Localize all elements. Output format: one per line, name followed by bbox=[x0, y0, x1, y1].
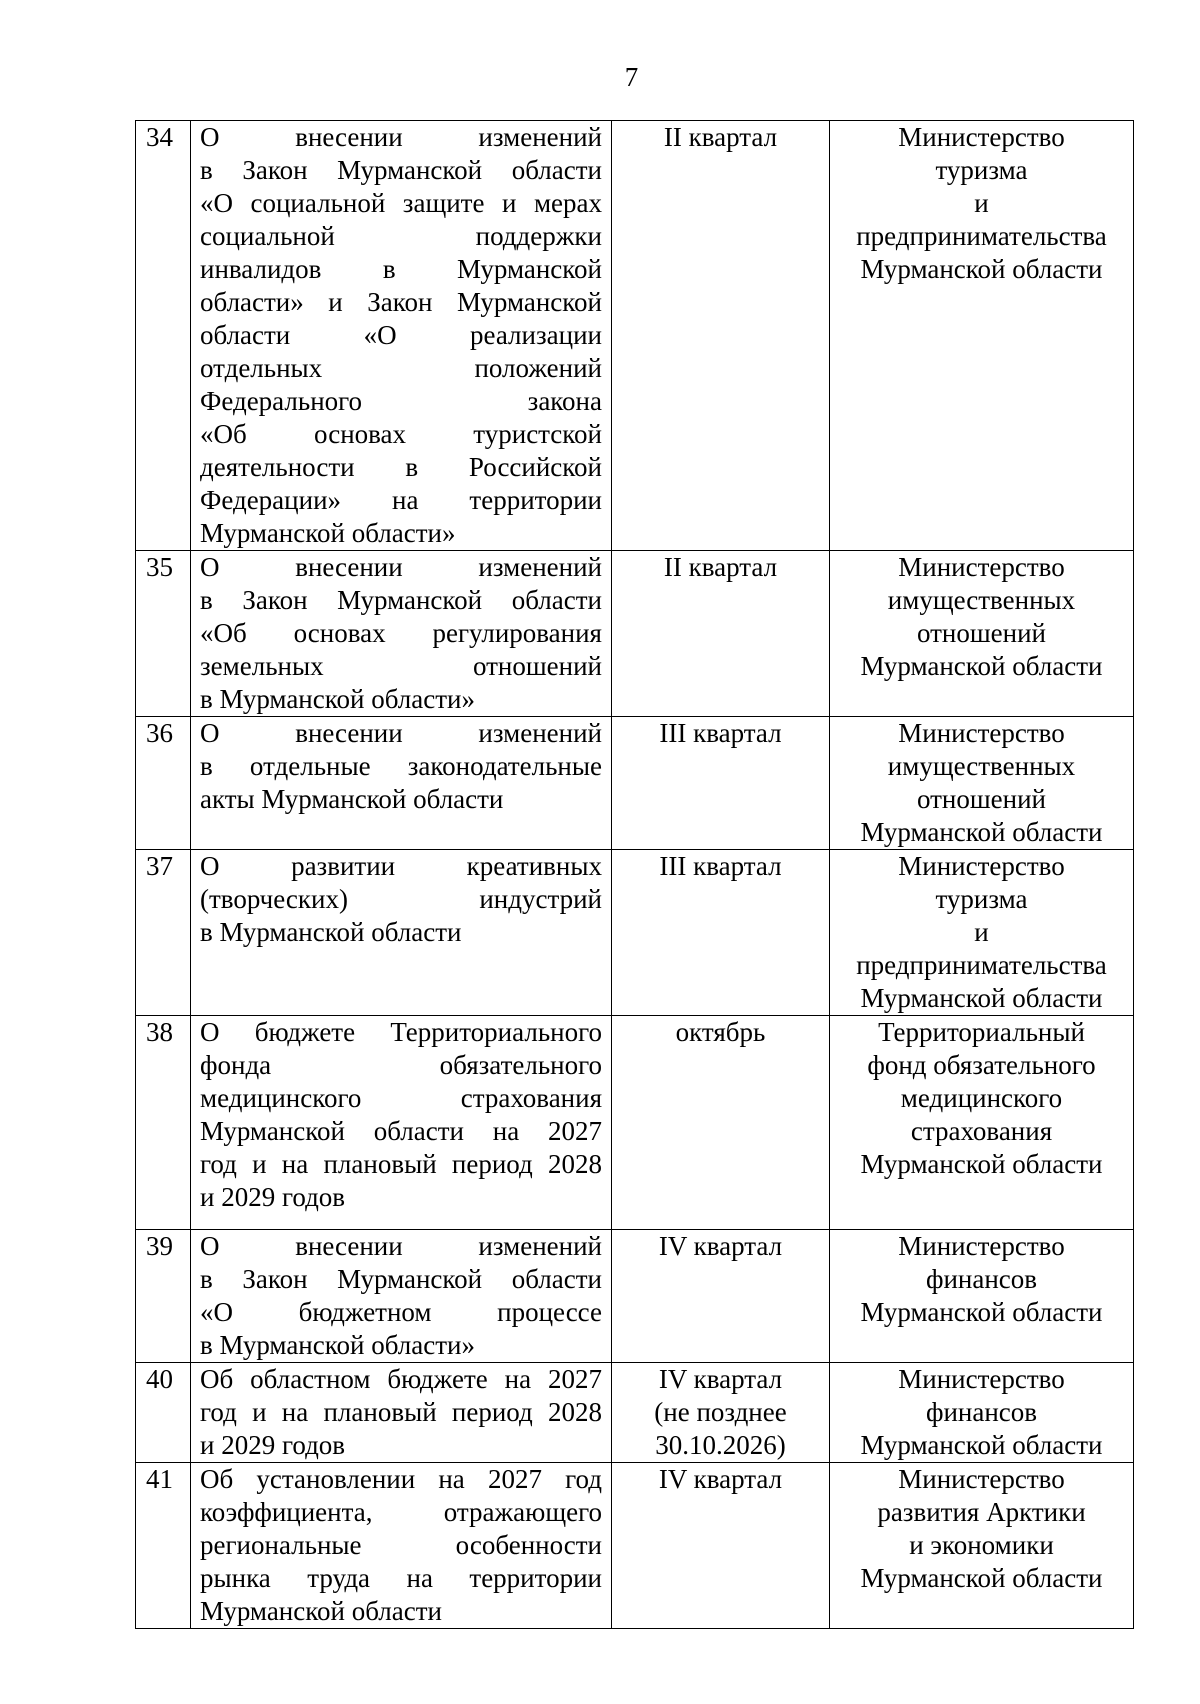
law-title-line bbox=[200, 1296, 602, 1329]
word: в Мурманской области» bbox=[200, 684, 475, 714]
word: плановый bbox=[323, 1149, 437, 1179]
word: особенности bbox=[455, 1530, 602, 1560]
deadline-line: IV квартал bbox=[658, 1464, 783, 1494]
law-title-line bbox=[200, 385, 602, 418]
law-title bbox=[191, 1463, 612, 1629]
word: и bbox=[252, 1397, 267, 1427]
deadline bbox=[612, 1363, 830, 1463]
law-title bbox=[191, 121, 612, 551]
word: страхования bbox=[460, 1083, 602, 1113]
law-title-line bbox=[200, 220, 602, 253]
deadline-line: 30.10.2026) bbox=[655, 1430, 786, 1460]
law-title-line bbox=[200, 319, 602, 352]
table-row bbox=[136, 1016, 1134, 1230]
word: Мурманской bbox=[337, 155, 483, 185]
responsible-body-line: Министерство bbox=[898, 718, 1065, 748]
word: территории bbox=[469, 1563, 602, 1593]
word: и 2029 годов bbox=[200, 1182, 346, 1212]
deadline-line: III квартал bbox=[659, 718, 782, 748]
word: О bbox=[200, 1231, 220, 1261]
row-number: 41 bbox=[136, 1463, 191, 1629]
word: в Мурманской области» bbox=[200, 1330, 475, 1360]
word: в bbox=[405, 452, 419, 482]
law-title-line bbox=[200, 517, 602, 550]
word: реализации bbox=[470, 320, 602, 350]
word: внесении bbox=[295, 1231, 403, 1261]
word: изменений bbox=[478, 718, 602, 748]
word: внесении bbox=[295, 552, 403, 582]
law-title-line bbox=[200, 717, 602, 750]
responsible-body-line: имущественных bbox=[887, 585, 1076, 615]
law-title-line bbox=[200, 286, 602, 319]
law-title-line bbox=[200, 1016, 602, 1049]
word: Об bbox=[200, 1464, 234, 1494]
word: области bbox=[511, 155, 602, 185]
word: изменений bbox=[478, 1231, 602, 1261]
word: на bbox=[406, 1563, 433, 1593]
law-title-line bbox=[200, 551, 602, 584]
word: 2028 bbox=[547, 1397, 602, 1427]
responsible-body-line: Мурманской области bbox=[860, 254, 1103, 284]
responsible-body bbox=[830, 1016, 1134, 1230]
responsible-body-line: фонд обязательного bbox=[867, 1050, 1096, 1080]
word: области bbox=[511, 1264, 602, 1294]
word: Мурманской bbox=[337, 585, 483, 615]
word: и 2029 годов bbox=[200, 1430, 346, 1460]
word: области bbox=[200, 320, 291, 350]
word: отношений bbox=[472, 651, 602, 681]
word: в bbox=[200, 1264, 213, 1294]
law-title-line bbox=[200, 1496, 602, 1529]
word: на bbox=[438, 1464, 465, 1494]
word: медицинского bbox=[200, 1083, 362, 1113]
deadline-line: октябрь bbox=[675, 1017, 766, 1047]
word: региональные bbox=[200, 1530, 362, 1560]
responsible-body-line: Министерство bbox=[898, 1464, 1065, 1494]
responsible-body-line: предпринимательства bbox=[856, 221, 1107, 251]
row-number: 39 bbox=[136, 1230, 191, 1363]
word: области» bbox=[200, 287, 304, 317]
responsible-body-line: Министерство bbox=[898, 1231, 1065, 1261]
responsible-body bbox=[830, 1230, 1134, 1363]
word: «Об bbox=[200, 618, 247, 648]
responsible-body-line: Мурманской области bbox=[860, 1563, 1103, 1593]
word: 2027 bbox=[487, 1464, 542, 1494]
table-row bbox=[136, 1230, 1134, 1363]
law-title-line bbox=[200, 1115, 602, 1148]
word: креативных bbox=[466, 851, 602, 881]
word: обязательного bbox=[439, 1050, 602, 1080]
law-title-line bbox=[200, 1363, 602, 1396]
table-row bbox=[136, 1463, 1134, 1629]
word: инвалидов bbox=[200, 254, 322, 284]
responsible-body-line: финансов bbox=[925, 1397, 1038, 1427]
deadline bbox=[612, 1230, 830, 1363]
word: положений bbox=[474, 353, 602, 383]
word: «О bbox=[200, 1297, 233, 1327]
law-title-line bbox=[200, 1463, 602, 1496]
word: основах bbox=[293, 618, 386, 648]
word: внесении bbox=[295, 718, 403, 748]
responsible-body-line: Мурманской области bbox=[860, 1430, 1103, 1460]
responsible-body-line: и bbox=[974, 917, 989, 947]
word: Об bbox=[200, 1364, 234, 1394]
law-title-line bbox=[200, 1595, 602, 1628]
responsible-body-line: медицинского bbox=[900, 1083, 1063, 1113]
word: социальной bbox=[200, 221, 335, 251]
responsible-body-line: имущественных bbox=[887, 751, 1076, 781]
word: и bbox=[501, 188, 517, 218]
law-title-line bbox=[200, 1429, 602, 1462]
responsible-body bbox=[830, 121, 1134, 551]
word: областном bbox=[250, 1364, 371, 1394]
word: социальной bbox=[250, 188, 386, 218]
word: развитии bbox=[291, 851, 396, 881]
law-title-line bbox=[200, 1082, 602, 1115]
word: Мурманской bbox=[200, 1116, 345, 1146]
word: Закон bbox=[242, 155, 308, 185]
law-title-line bbox=[200, 750, 602, 783]
deadline bbox=[612, 1463, 830, 1629]
word: Закон bbox=[242, 585, 308, 615]
table-row bbox=[136, 551, 1134, 717]
word: Федерации» bbox=[200, 485, 342, 515]
word: период bbox=[451, 1149, 533, 1179]
law-title-line bbox=[200, 121, 602, 154]
table-row bbox=[136, 717, 1134, 850]
responsible-body-line: отношений bbox=[916, 618, 1046, 648]
word: О bbox=[200, 718, 220, 748]
deadline-line: IV квартал bbox=[658, 1364, 783, 1394]
responsible-body-line: и bbox=[974, 188, 989, 218]
word: в Мурманской области bbox=[200, 917, 462, 947]
responsible-body bbox=[830, 850, 1134, 1016]
responsible-body-line: страхования bbox=[910, 1116, 1053, 1146]
responsible-body-line: финансов bbox=[925, 1264, 1038, 1294]
table-row bbox=[136, 1363, 1134, 1463]
word: регулирования bbox=[432, 618, 602, 648]
responsible-body-line: развития Арктики bbox=[877, 1497, 1086, 1527]
deadline bbox=[612, 717, 830, 850]
word: «Об bbox=[200, 419, 247, 449]
word: в bbox=[200, 585, 213, 615]
responsible-body-line: Территориальный bbox=[878, 1017, 1085, 1047]
row-number: 34 bbox=[136, 121, 191, 551]
law-title bbox=[191, 717, 612, 850]
word: 2028 bbox=[547, 1149, 602, 1179]
responsible-body-line: Мурманской области bbox=[860, 651, 1103, 681]
word: отдельные bbox=[249, 751, 371, 781]
law-title-line bbox=[200, 1181, 602, 1214]
law-title bbox=[191, 1230, 612, 1363]
word: в bbox=[200, 751, 213, 781]
law-title-line bbox=[200, 484, 602, 517]
word: на bbox=[281, 1149, 309, 1179]
law-title-line bbox=[200, 1230, 602, 1263]
table-row bbox=[136, 121, 1134, 551]
word: 2027 bbox=[547, 1364, 602, 1394]
word: процессе bbox=[497, 1297, 602, 1327]
word: изменений bbox=[478, 552, 602, 582]
word: Территориального bbox=[390, 1017, 602, 1047]
word: плановый bbox=[323, 1397, 437, 1427]
deadline-line: III квартал bbox=[659, 851, 782, 881]
word: на bbox=[504, 1364, 532, 1394]
word: бюджетном bbox=[298, 1297, 432, 1327]
law-title-line bbox=[200, 783, 602, 816]
word: (творческих) bbox=[200, 884, 348, 914]
word: труда bbox=[307, 1563, 371, 1593]
word: и bbox=[328, 287, 343, 317]
responsible-body bbox=[830, 717, 1134, 850]
word: в bbox=[382, 254, 396, 284]
responsible-body-line: туризма bbox=[935, 884, 1028, 914]
word: коэффициента, bbox=[200, 1497, 373, 1527]
word: бюджете bbox=[254, 1017, 356, 1047]
deadline-line: II квартал bbox=[663, 552, 778, 582]
law-title-line bbox=[200, 187, 602, 220]
law-title-line bbox=[200, 850, 602, 883]
responsible-body-line: Мурманской области bbox=[860, 1297, 1103, 1327]
deadline-line: (не позднее bbox=[654, 1397, 787, 1427]
responsible-body-line: Мурманской области bbox=[860, 817, 1103, 847]
law-title bbox=[191, 850, 612, 1016]
word: внесении bbox=[295, 122, 403, 152]
deadline-line: IV квартал bbox=[658, 1231, 783, 1261]
row-number: 40 bbox=[136, 1363, 191, 1463]
word: фонда bbox=[200, 1050, 272, 1080]
word: индустрий bbox=[479, 884, 602, 914]
deadline bbox=[612, 1016, 830, 1230]
word: Мурманской области bbox=[200, 1596, 442, 1626]
responsible-body-line: отношений bbox=[916, 784, 1046, 814]
word: Федерального bbox=[200, 386, 363, 416]
word: законодательные bbox=[407, 751, 602, 781]
word: «О bbox=[200, 188, 233, 218]
law-title-line bbox=[200, 883, 602, 916]
word: основах bbox=[314, 419, 407, 449]
responsible-body-line: Министерство bbox=[898, 552, 1065, 582]
law-title-line bbox=[200, 683, 602, 716]
responsible-body-line: Министерство bbox=[898, 122, 1065, 152]
table-row bbox=[136, 850, 1134, 1016]
word: Мурманской bbox=[337, 1264, 483, 1294]
word: 2027 bbox=[548, 1116, 602, 1146]
responsible-body-line: Министерство bbox=[898, 851, 1065, 881]
law-title-line bbox=[200, 451, 602, 484]
word: год bbox=[200, 1397, 237, 1427]
word: год bbox=[565, 1464, 602, 1494]
law-title-line bbox=[200, 1329, 602, 1362]
law-title-line bbox=[200, 253, 602, 286]
law-title-line bbox=[200, 584, 602, 617]
row-number: 37 bbox=[136, 850, 191, 1016]
law-title-line bbox=[200, 352, 602, 385]
word: отдельных bbox=[200, 353, 323, 383]
page-number: 7 bbox=[624, 62, 639, 92]
law-title-line bbox=[200, 1049, 602, 1082]
row-number: 38 bbox=[136, 1016, 191, 1230]
word: и bbox=[252, 1149, 267, 1179]
word: в bbox=[200, 155, 213, 185]
word: на bbox=[392, 485, 419, 515]
word: Мурманской bbox=[457, 287, 602, 317]
deadline bbox=[612, 121, 830, 551]
word: области bbox=[511, 585, 602, 615]
law-title bbox=[191, 551, 612, 717]
word: период bbox=[451, 1397, 533, 1427]
law-title bbox=[191, 1016, 612, 1230]
word: Закон bbox=[242, 1264, 308, 1294]
word: «О bbox=[363, 320, 397, 350]
word: Мурманской bbox=[457, 254, 602, 284]
word: О bbox=[200, 122, 220, 152]
responsible-body-line: туризма bbox=[935, 155, 1028, 185]
law-title bbox=[191, 1363, 612, 1463]
word: поддержки bbox=[475, 221, 602, 251]
responsible-body-line: и экономики bbox=[909, 1530, 1054, 1560]
word: О bbox=[200, 851, 220, 881]
law-title-line bbox=[200, 418, 602, 451]
word: акты Мурманской области bbox=[200, 784, 504, 814]
deadline-line: II квартал bbox=[663, 122, 778, 152]
word: Закон bbox=[367, 287, 433, 317]
law-title-line bbox=[200, 1562, 602, 1595]
word: на bbox=[492, 1116, 520, 1146]
responsible-body bbox=[830, 1363, 1134, 1463]
word: отражающего bbox=[443, 1497, 602, 1527]
word: территории bbox=[469, 485, 602, 515]
word: бюджете bbox=[387, 1364, 488, 1394]
word: на bbox=[281, 1397, 309, 1427]
row-number: 35 bbox=[136, 551, 191, 717]
legislative-plan-table bbox=[135, 120, 1134, 1629]
word: рынка bbox=[200, 1563, 271, 1593]
table-body bbox=[136, 121, 1134, 1629]
law-title-line bbox=[200, 1148, 602, 1181]
word: О bbox=[200, 1017, 220, 1047]
word: области bbox=[373, 1116, 464, 1146]
law-title-line bbox=[200, 916, 602, 949]
deadline bbox=[612, 850, 830, 1016]
law-title-line bbox=[200, 650, 602, 683]
word: установлении bbox=[256, 1464, 416, 1494]
word: защите bbox=[402, 188, 485, 218]
word: Российской bbox=[468, 452, 602, 482]
row-number: 36 bbox=[136, 717, 191, 850]
word: год bbox=[200, 1149, 237, 1179]
word: закона bbox=[527, 386, 602, 416]
law-title-line bbox=[200, 617, 602, 650]
word: О bbox=[200, 552, 220, 582]
responsible-body-line: Министерство bbox=[898, 1364, 1065, 1394]
responsible-body-line: Мурманской области bbox=[860, 1149, 1103, 1179]
responsible-body-line: Мурманской области bbox=[860, 983, 1103, 1013]
responsible-body bbox=[830, 551, 1134, 717]
law-title-line bbox=[200, 1529, 602, 1562]
word: земельных bbox=[200, 651, 324, 681]
word: Мурманской области» bbox=[200, 518, 456, 548]
responsible-body-line: предпринимательства bbox=[856, 950, 1107, 980]
law-title-line bbox=[200, 154, 602, 187]
responsible-body bbox=[830, 1463, 1134, 1629]
deadline bbox=[612, 551, 830, 717]
law-title-line bbox=[200, 1263, 602, 1296]
word: изменений bbox=[478, 122, 602, 152]
word: мерах bbox=[533, 188, 602, 218]
word: туристской bbox=[473, 419, 602, 449]
word: деятельности bbox=[200, 452, 355, 482]
law-title-line bbox=[200, 1396, 602, 1429]
